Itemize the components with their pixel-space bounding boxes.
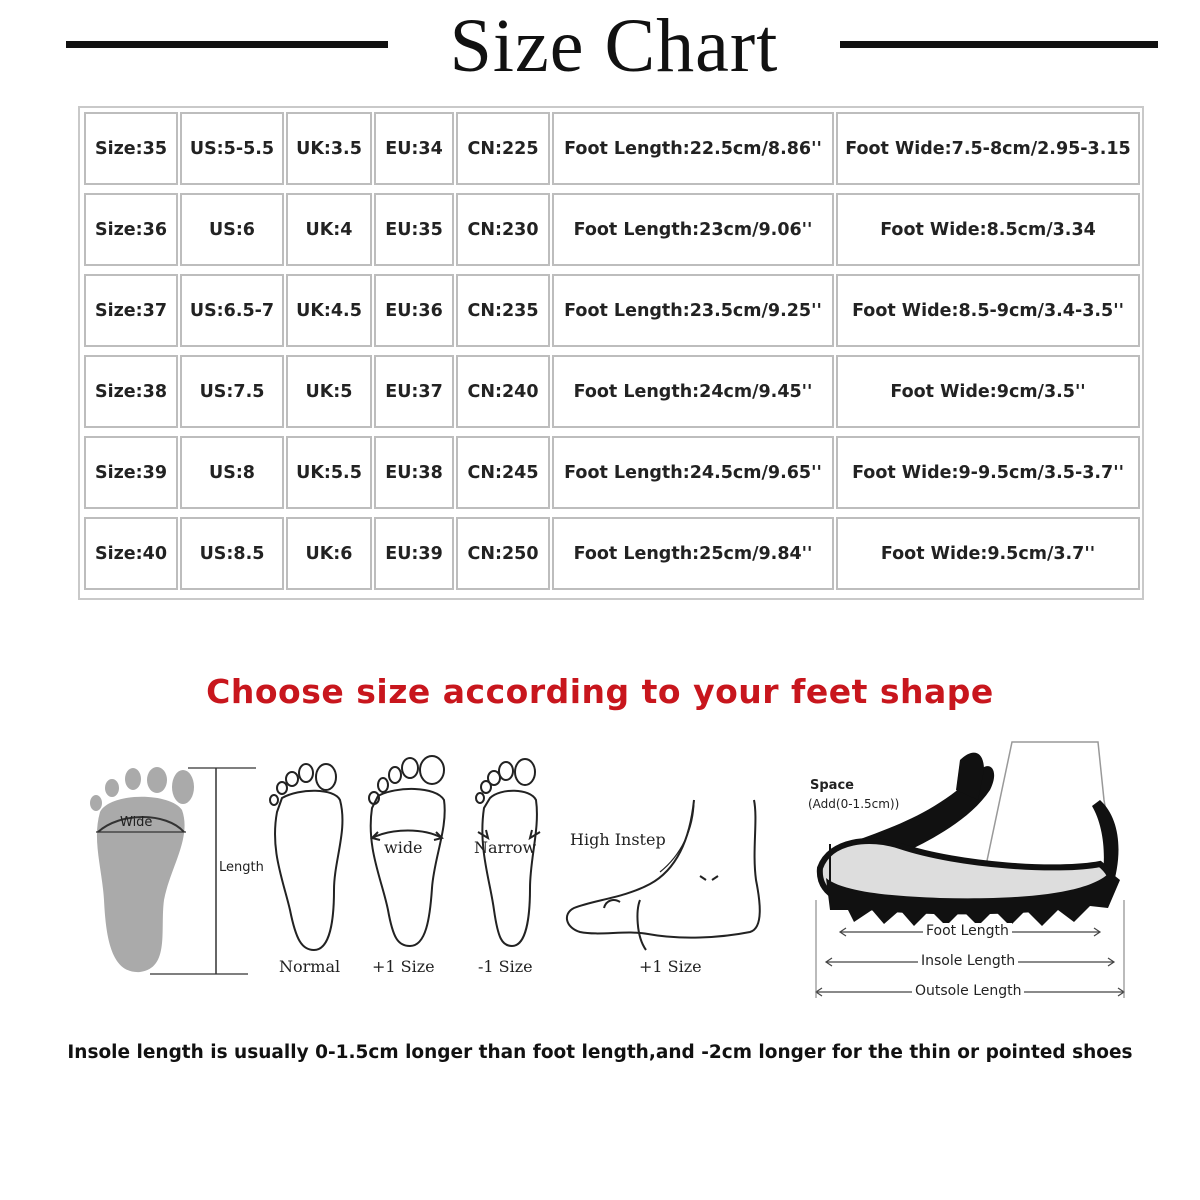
table-cell: EU:38 (374, 436, 454, 509)
table-cell: Size:36 (84, 193, 178, 266)
table-cell: UK:3.5 (286, 112, 372, 185)
table-cell: Foot Wide:9.5cm/3.7'' (836, 517, 1140, 590)
table-cell: EU:34 (374, 112, 454, 185)
table-cell: Size:38 (84, 355, 178, 428)
normal-caption: Normal (279, 957, 341, 976)
narrow-label: Narrow (474, 838, 537, 857)
table-cell: EU:36 (374, 274, 454, 347)
space-label: Space (810, 778, 854, 793)
table-cell: UK:6 (286, 517, 372, 590)
table-cell: Foot Wide:9cm/3.5'' (836, 355, 1140, 428)
outsole-length-label: Outsole Length (912, 983, 1024, 999)
table-cell: Size:39 (84, 436, 178, 509)
table-cell: Foot Length:23cm/9.06'' (552, 193, 834, 266)
space-sub-label: (Add(0-1.5cm)) (808, 797, 900, 811)
table-cell: Size:40 (84, 517, 178, 590)
table-cell: UK:4 (286, 193, 372, 266)
table-cell: Foot Length:24.5cm/9.65'' (552, 436, 834, 509)
table-cell: EU:39 (374, 517, 454, 590)
table-cell: EU:35 (374, 193, 454, 266)
table-cell: Size:35 (84, 112, 178, 185)
high-instep-label: High Instep (570, 830, 666, 849)
table-cell: Foot Length:25cm/9.84'' (552, 517, 834, 590)
wide-measure-label: Wide (120, 815, 153, 830)
table-cell: US:6.5-7 (180, 274, 284, 347)
table-cell: Foot Length:24cm/9.45'' (552, 355, 834, 428)
table-cell: CN:225 (456, 112, 550, 185)
table-cell: Foot Length:22.5cm/8.86'' (552, 112, 834, 185)
table-cell: Foot Length:23.5cm/9.25'' (552, 274, 834, 347)
table-cell: CN:250 (456, 517, 550, 590)
table-cell: UK:5.5 (286, 436, 372, 509)
table-cell: US:5-5.5 (180, 112, 284, 185)
table-cell: Foot Wide:9-9.5cm/3.5-3.7'' (836, 436, 1140, 509)
table-cell: CN:230 (456, 193, 550, 266)
headline: Choose size according to your feet shape (206, 672, 994, 711)
table-cell: Foot Wide:7.5-8cm/2.95-3.15 (836, 112, 1140, 185)
table-cell: UK:4.5 (286, 274, 372, 347)
table-cell: CN:240 (456, 355, 550, 428)
table-cell: CN:235 (456, 274, 550, 347)
narrow-caption: -1 Size (478, 957, 533, 976)
insole-length-label: Insole Length (918, 953, 1018, 969)
table-cell: UK:5 (286, 355, 372, 428)
wide-label: wide (384, 838, 423, 857)
table-cell: US:6 (180, 193, 284, 266)
high-instep-caption: +1 Size (639, 957, 702, 976)
table-cell: US:7.5 (180, 355, 284, 428)
foot-length-label: Foot Length (923, 923, 1012, 939)
table-cell: EU:37 (374, 355, 454, 428)
page-title: Size Chart (449, 4, 779, 88)
normal-foot-icon (270, 764, 342, 950)
table-cell: Foot Wide:8.5cm/3.34 (836, 193, 1140, 266)
table-cell: US:8 (180, 436, 284, 509)
length-measure-label: Length (219, 860, 264, 875)
table-cell: Size:37 (84, 274, 178, 347)
high-instep-foot-icon (567, 800, 760, 950)
table-cell: Foot Wide:8.5-9cm/3.4-3.5'' (836, 274, 1140, 347)
wide-caption: +1 Size (372, 957, 435, 976)
insole-note: Insole length is usually 0-1.5cm longer than foot length,and -2cm longer for the thin or pointed shoes (67, 1042, 1133, 1063)
table-cell: US:8.5 (180, 517, 284, 590)
table-cell: CN:245 (456, 436, 550, 509)
